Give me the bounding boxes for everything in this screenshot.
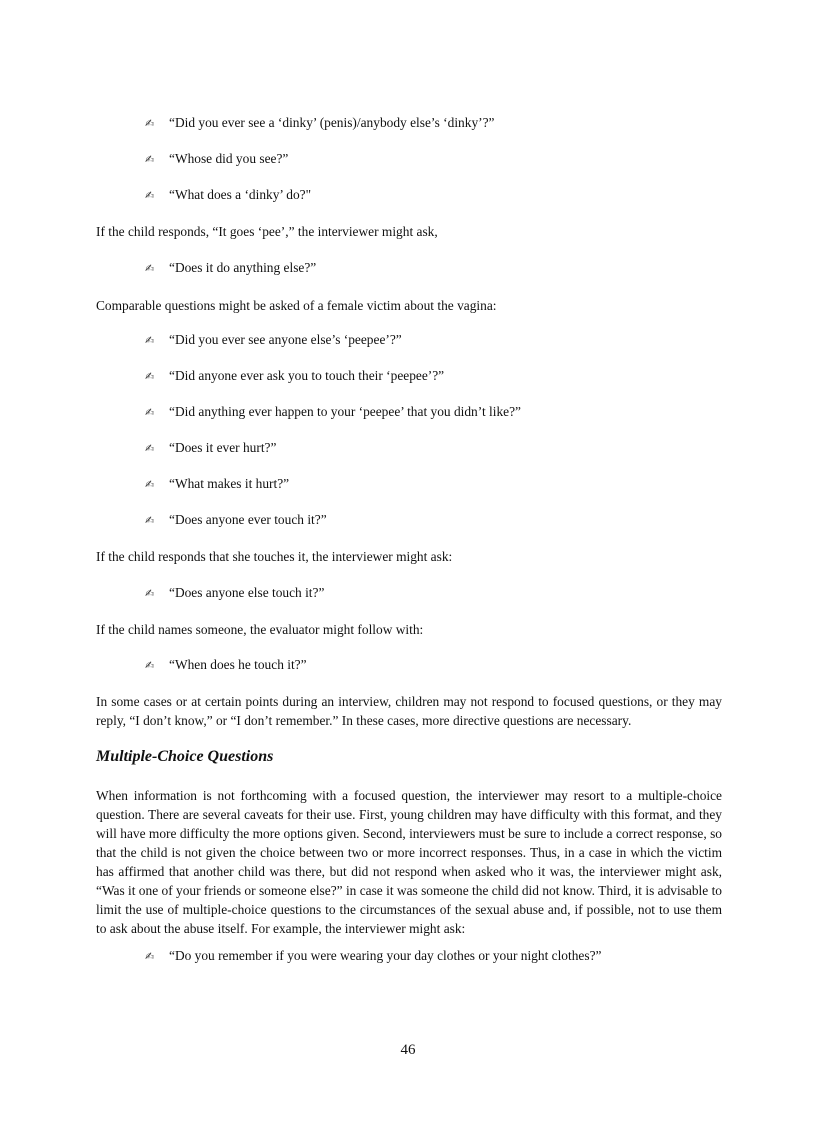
bullet-item <box>145 476 289 492</box>
bullet-text: “What does a ‘dinky’ do?" <box>169 187 312 202</box>
writing-hand-icon: ✍ <box>145 406 155 419</box>
bullet-item <box>145 440 276 456</box>
bullet-item <box>145 151 288 167</box>
writing-hand-icon: ✍ <box>145 478 155 491</box>
bullet-item <box>145 404 521 420</box>
paragraph: Comparable questions might be asked of a female victim about the vagina: <box>96 298 497 313</box>
writing-hand-icon: ✍ <box>145 587 155 600</box>
bullet-item <box>145 115 494 131</box>
bullet-text: “Does anyone ever touch it?” <box>169 512 327 527</box>
bullet-item <box>145 512 327 528</box>
paragraph: In some cases or at certain points during an interview, children may not respond to focused questions, or they may reply, “I don’t know,” or “I don’t remember.” In these cases, more directive questions are necessary. <box>96 694 722 728</box>
bullet-text: “Does anyone else touch it?” <box>169 585 325 600</box>
bullet-text: “When does he touch it?” <box>169 657 307 672</box>
bullet-text: “Whose did you see?” <box>169 151 289 166</box>
page-number: 46 <box>400 1042 416 1058</box>
paragraph: If the child responds that she touches it, the interviewer might ask: <box>96 549 453 564</box>
bullet-item <box>145 368 444 384</box>
bullet-item <box>145 187 311 203</box>
bullet-item <box>145 585 324 601</box>
bullet-text: “Did you ever see a ‘dinky’ (penis)/anybody else’s ‘dinky’?” <box>169 115 495 130</box>
writing-hand-icon: ✍ <box>145 189 155 202</box>
paragraph: If the child responds, “It goes ‘pee’,” the interviewer might ask, <box>96 224 438 239</box>
writing-hand-icon: ✍ <box>145 153 155 166</box>
section-heading: Multiple-Choice Questions <box>96 748 274 765</box>
bullet-item <box>145 657 307 673</box>
bullet-text: “What makes it hurt?” <box>169 476 290 491</box>
writing-hand-icon: ✍ <box>145 442 155 455</box>
writing-hand-icon: ✍ <box>145 370 155 383</box>
bullet-item <box>145 948 601 964</box>
bullet-text: “Do you remember if you were wearing your day clothes or your night clothes?” <box>169 948 602 963</box>
paragraph: If the child names someone, the evaluator might follow with: <box>96 622 424 637</box>
bullet-text: “Did anything ever happen to your ‘peepee’ that you didn’t like?” <box>169 404 522 419</box>
bullet-item <box>145 332 402 348</box>
writing-hand-icon: ✍ <box>145 117 155 130</box>
bullet-text: “Does it ever hurt?” <box>169 440 277 455</box>
bullet-text: “Does it do anything else?” <box>169 260 317 275</box>
writing-hand-icon: ✍ <box>145 950 155 963</box>
paragraph: When information is not forthcoming with a focused question, the interviewer may resort to a multiple-choice question. There are several caveats for their use. First, young children may have difficulty with this format, and they will have more difficulty the more options given. Second, interviewers must be sure to include a correct response, so that the child is not given the choice between two or more incorrect responses. Thus, in a case in which the victim has affirmed that another child was there, but did not respond when asked who it was, the interviewer might ask, “Was it one of your friends or someone else?” in case it was someone the child did not know. Third, it is advisable to limit the use of multiple-choice questions to the circumstances of the sexual abuse and, if possible, not to use them to ask about the abuse itself. For example, the interviewer might ask: <box>96 788 722 936</box>
writing-hand-icon: ✍ <box>145 659 155 672</box>
writing-hand-icon: ✍ <box>145 334 155 347</box>
writing-hand-icon: ✍ <box>145 262 155 275</box>
bullet-text: “Did anyone ever ask you to touch their ‘peepee’?” <box>169 368 445 383</box>
writing-hand-icon: ✍ <box>145 514 155 527</box>
bullet-text: “Did you ever see anyone else’s ‘peepee’?” <box>169 332 402 347</box>
bullet-item <box>145 260 316 276</box>
